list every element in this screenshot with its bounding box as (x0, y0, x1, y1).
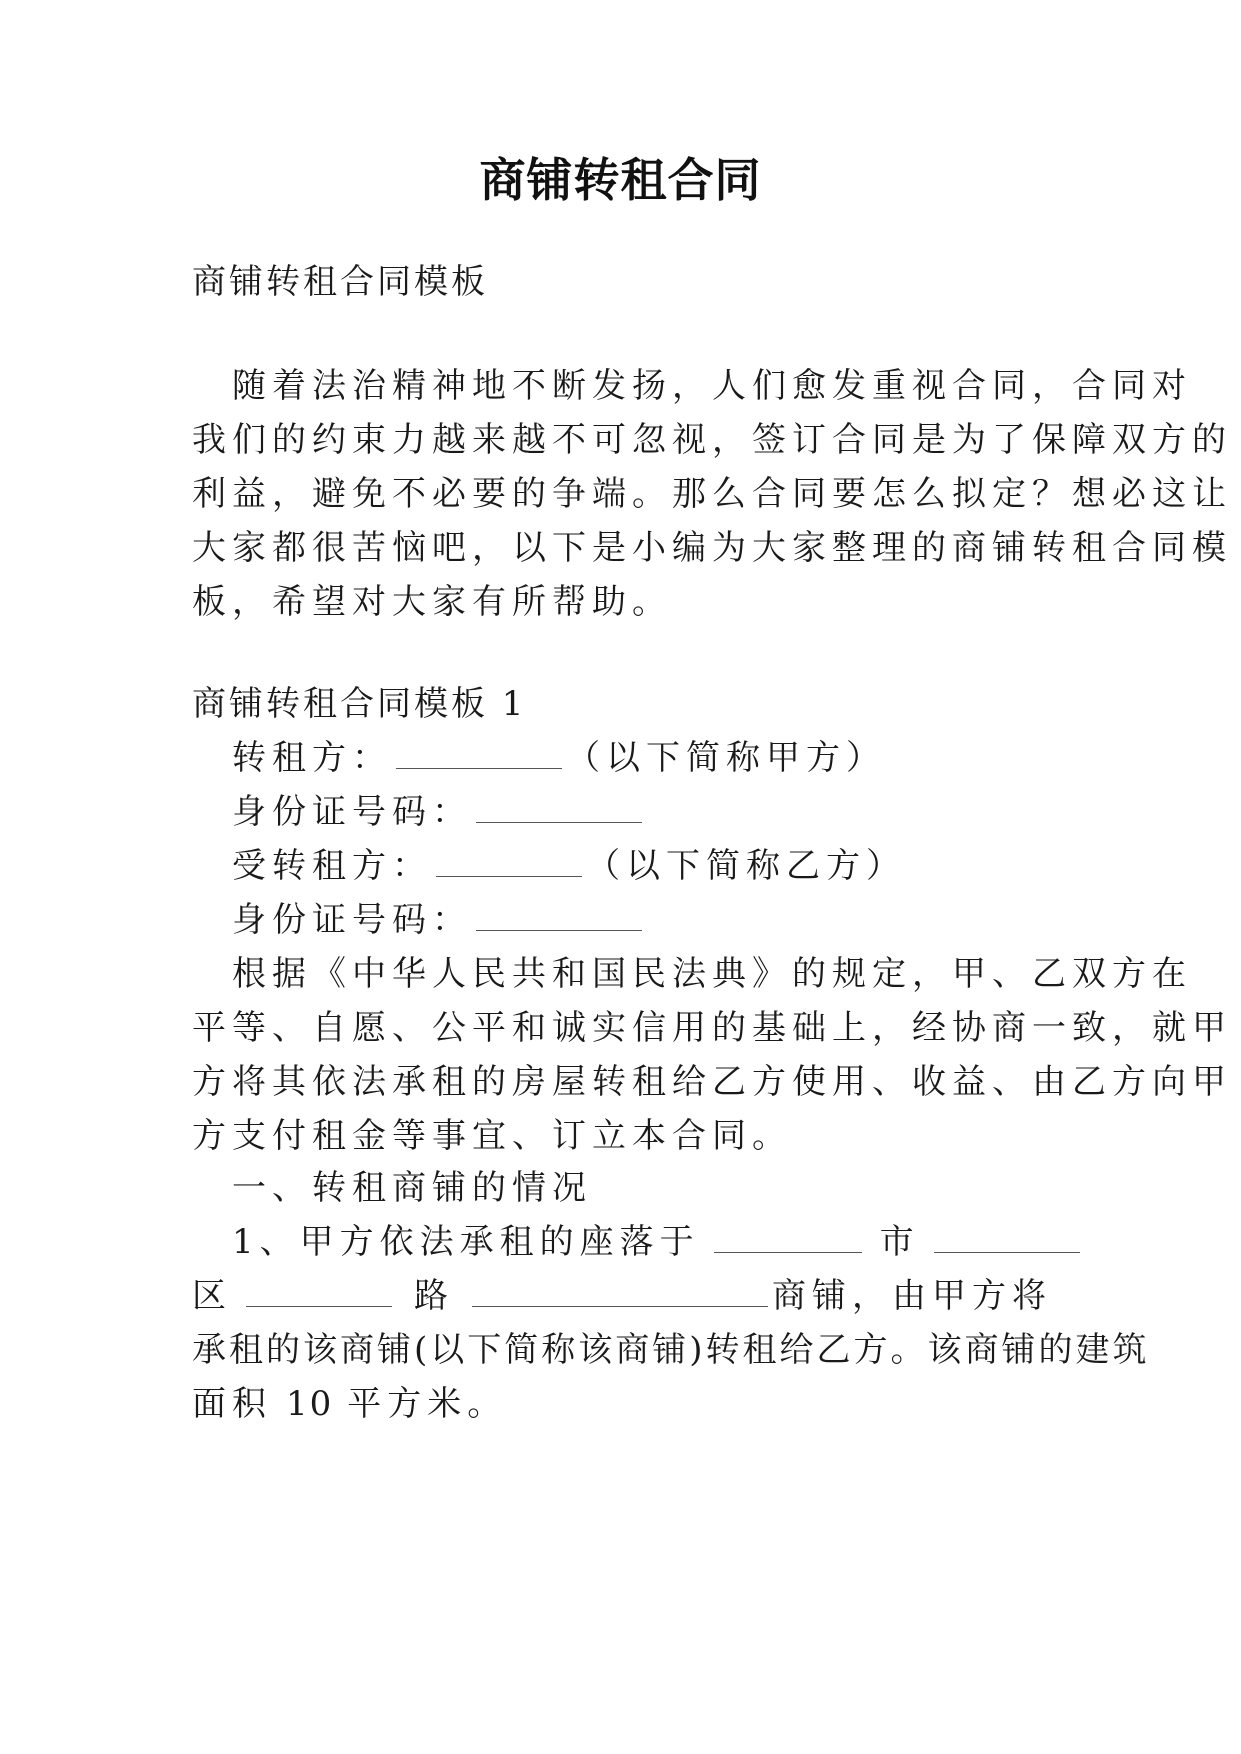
area-value: 10 (286, 1384, 334, 1424)
id-b-blank (476, 900, 642, 931)
basis-line-4: 方支付租金等事宜、订立本合同。 (192, 1116, 792, 1156)
basis-line-3: 方将其依法承租的房屋转租给乙方使用、收益、由乙方向甲 (192, 1062, 1232, 1102)
clause1-line-2 (192, 1274, 1052, 1318)
intro-line-3: 利益，避免不必要的争端。那么合同要怎么拟定？想必这让 (192, 474, 1232, 514)
intro-line-1: 随着法治精神地不断发扬，人们愈发重视合同，合同对 (232, 366, 1192, 406)
area-suffix: 平方米。 (347, 1384, 508, 1424)
road-label: 路 (414, 1276, 454, 1316)
basis-line-1: 根据《中华人民共和国民法典》的规定，甲、乙双方在 (232, 954, 1192, 994)
party-b-label: 受转租方： (232, 846, 432, 886)
district-blank (934, 1222, 1080, 1253)
clause1-line-1 (232, 1220, 1084, 1264)
clause1-line-3: 承租的该商铺(以下简称该商铺)转租给乙方。该商铺的建筑 (192, 1330, 1150, 1370)
district-label: 区 (192, 1276, 232, 1316)
party-a-suffix: （以下简称甲方） (566, 738, 886, 778)
party-a-label: 转租方： (232, 738, 392, 778)
document-subtitle: 商铺转租合同模板 (192, 262, 488, 302)
clause1-line-4 (192, 1382, 507, 1426)
shop-tail: 商铺，由甲方将 (772, 1276, 1052, 1316)
party-b-suffix: （以下简称乙方） (586, 846, 906, 886)
city-label: 市 (879, 1222, 920, 1262)
party-b-blank (436, 846, 582, 877)
intro-line-4: 大家都很苦恼吧，以下是小编为大家整理的商铺转租合同模 (192, 528, 1232, 568)
clause-heading: 一、转租商铺的情况 (232, 1168, 592, 1208)
page-title: 商铺转租合同 (479, 153, 762, 207)
basis-line-2: 平等、自愿、公平和诚实信用的基础上，经协商一致，就甲 (192, 1008, 1232, 1048)
id-label-b: 身份证号码： (232, 900, 472, 940)
area-prefix: 面积 (192, 1384, 272, 1424)
city-blank (714, 1222, 862, 1253)
id-row-a (232, 790, 646, 834)
shop-blank (472, 1276, 768, 1307)
party-a-row (232, 736, 886, 780)
intro-line-2: 我们的约束力越来越不可忽视，签订合同是为了保障双方的 (192, 420, 1232, 460)
id-row-b (232, 898, 646, 942)
id-a-blank (476, 792, 642, 823)
id-label-a: 身份证号码： (232, 792, 472, 832)
section-heading: 商铺转租合同模板 1 (192, 684, 527, 724)
intro-line-5: 板，希望对大家有所帮助。 (192, 582, 672, 622)
party-b-row (232, 844, 906, 888)
clause1-part1: 1、甲方依法承租的座落于 (232, 1222, 700, 1262)
party-a-blank (396, 738, 562, 769)
road-blank (246, 1276, 392, 1307)
